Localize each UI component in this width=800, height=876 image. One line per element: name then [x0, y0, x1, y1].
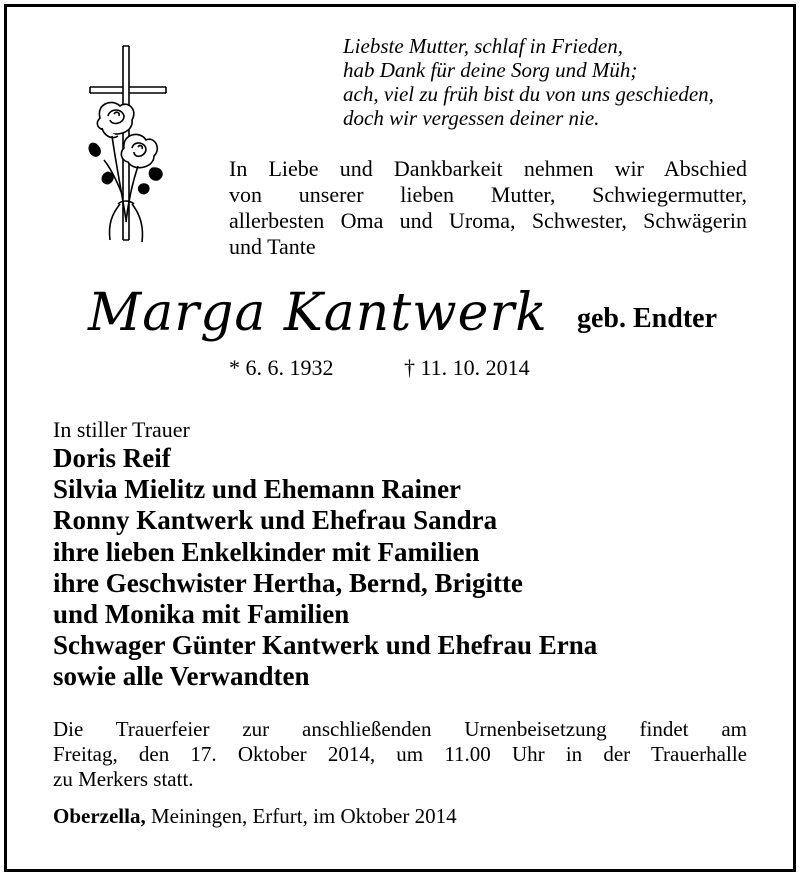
- death-date: † 11. 10. 2014: [404, 355, 530, 380]
- poem-line: Liebste Mutter, schlaf in Frieden,: [343, 34, 623, 58]
- birth-name: geb. Endter: [577, 303, 717, 334]
- farewell-line: von unserer lieben Mutter, Schwiegermutter,: [229, 182, 747, 207]
- poem-line: ach, viel zu früh bist du von uns geschieden,: [343, 82, 714, 106]
- farewell-line: allerbesten Oma und Uroma, Schwester, Schwägerin: [229, 208, 747, 233]
- mourner-line: Silvia Mielitz und Ehemann Rainer: [53, 474, 462, 505]
- poem-line: doch wir vergessen deiner nie.: [343, 106, 600, 130]
- birth-date: * 6. 6. 1932: [229, 355, 334, 380]
- notice-line: zu Merkers statt.: [53, 767, 194, 791]
- poem-line: hab Dank für deine Sorg und Müh;: [343, 58, 638, 82]
- notice-line: Freitag, den 17. Oktober 2014, um 11.00 Uhr in der Trauerhalle: [53, 742, 747, 766]
- funeral-notice: [53, 717, 747, 792]
- mourner-line: und Monika mit Familien: [53, 599, 350, 630]
- place-rest: Meiningen, Erfurt, im Oktober 2014: [145, 804, 457, 828]
- place-main: Oberzella,: [53, 804, 146, 828]
- farewell-line: und Tante: [229, 234, 316, 259]
- mourner-line: ihre Geschwister Hertha, Bernd, Brigitte: [53, 567, 523, 598]
- farewell-line: In Liebe und Dankbarkeit nehmen wir Abschied: [229, 156, 747, 181]
- mourner-line: sowie alle Verwandten: [53, 661, 310, 692]
- mourner-line: Schwager Günter Kantwerk und Ehefrau Erna: [53, 630, 598, 661]
- mourners-list: [53, 443, 597, 693]
- place-and-date: [53, 803, 457, 829]
- mourner-line: Doris Reif: [53, 443, 171, 473]
- cross-with-roses-icon: [82, 44, 176, 250]
- notice-line: Die Trauerfeier zur anschließenden Urnenbeisetzung findet am: [53, 717, 747, 741]
- mourning-label: In stiller Trauer: [53, 417, 190, 442]
- deceased-name: Marga Kantwerk: [88, 283, 548, 343]
- mourner-line: ihre lieben Enkelkinder mit Familien: [53, 536, 480, 567]
- farewell-text: [229, 156, 747, 260]
- poem: [343, 34, 763, 130]
- mourner-line: Ronny Kantwerk und Ehefrau Sandra: [53, 505, 498, 536]
